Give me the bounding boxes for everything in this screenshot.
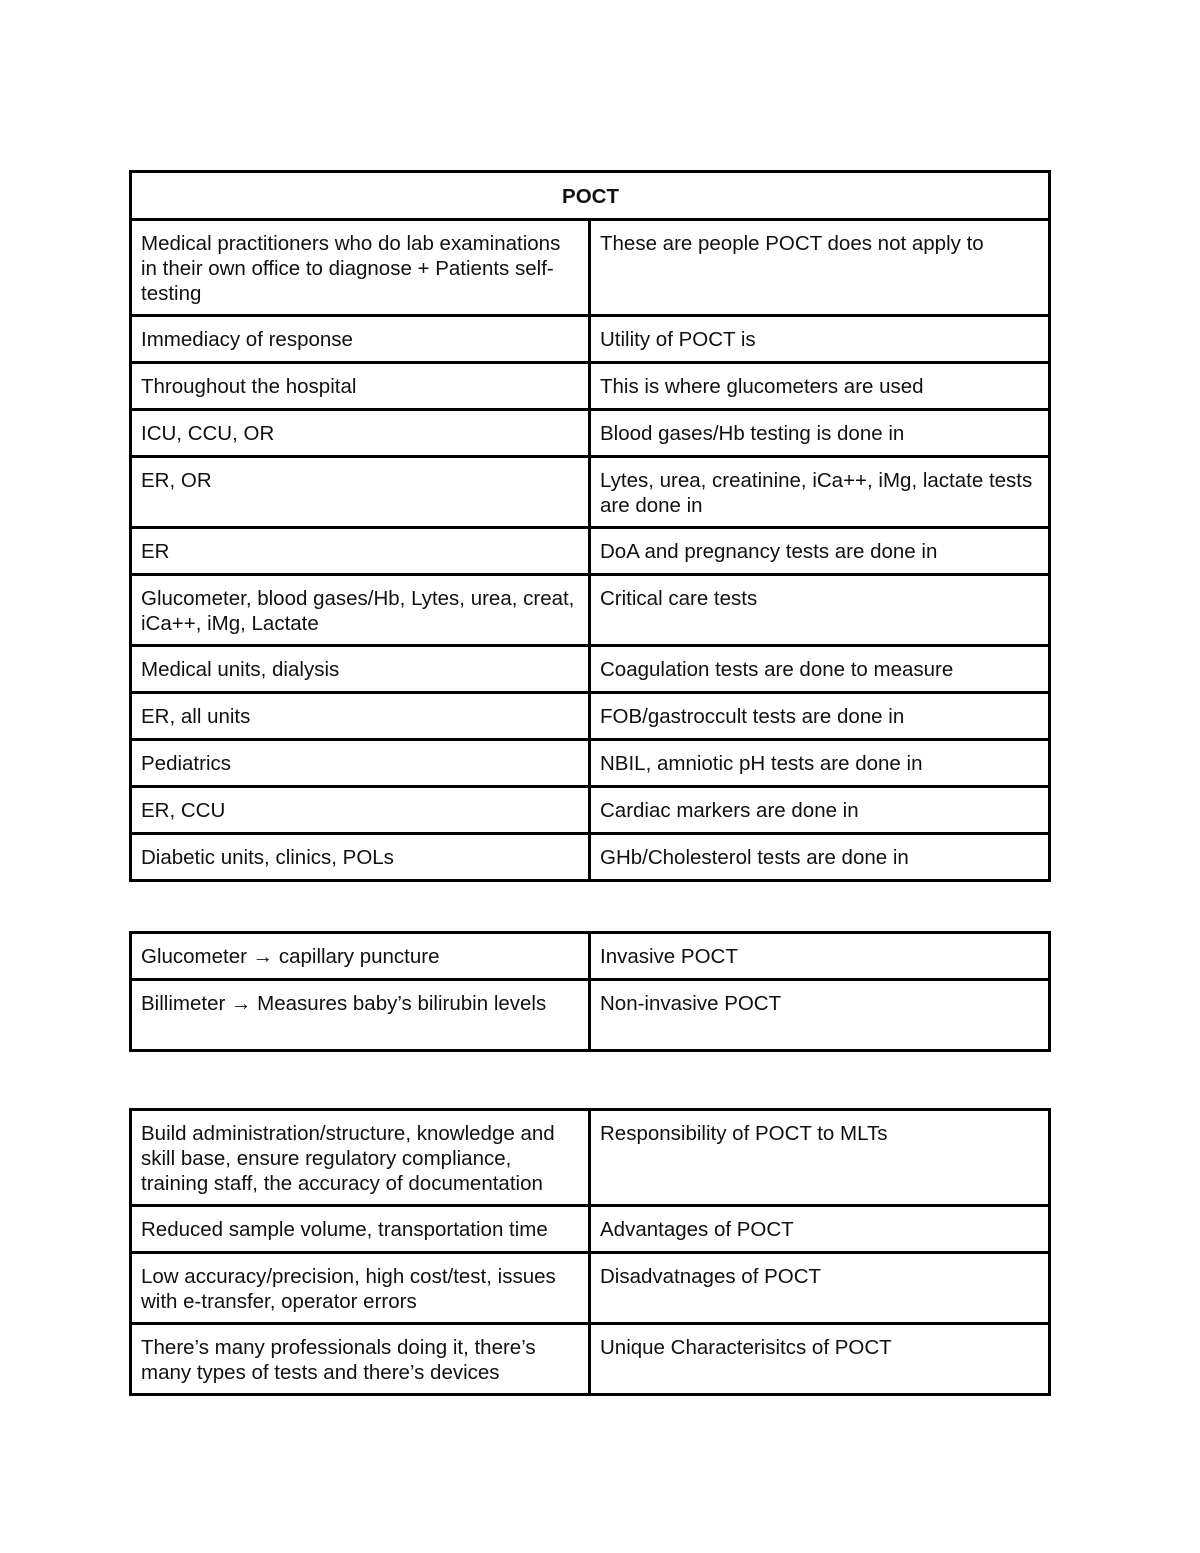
- term-cell: Medical units, dialysis: [131, 646, 590, 693]
- table-row: [131, 646, 1050, 693]
- definition-cell: NBIL, amniotic pH tests are done in: [590, 740, 1050, 787]
- term-cell: ER, CCU: [131, 787, 590, 834]
- definition-cell: DoA and pregnancy tests are done in: [590, 528, 1050, 575]
- definition-cell: Critical care tests: [590, 575, 1050, 646]
- term-cell: Medical practitioners who do lab examinations in their own office to diagnose + Patients self-testing: [131, 220, 590, 316]
- table-row: [131, 363, 1050, 410]
- definition-cell: Advantages of POCT: [590, 1206, 1050, 1253]
- term-cell: There’s many professionals doing it, there’s many types of tests and there’s devices: [131, 1324, 590, 1395]
- definition-cell: Invasive POCT: [590, 933, 1050, 980]
- table-row: [131, 787, 1050, 834]
- term-cell: ER, all units: [131, 693, 590, 740]
- poct-table: [129, 170, 1051, 882]
- term-cell: Low accuracy/precision, high cost/test, issues with e-transfer, operator errors: [131, 1253, 590, 1324]
- table-row: [131, 933, 1050, 980]
- table-row: [131, 457, 1050, 528]
- table-row: [131, 834, 1050, 881]
- table-row: [131, 528, 1050, 575]
- term-cell: Build administration/structure, knowledge and skill base, ensure regulatory compliance, training staff, the accuracy of documentation: [131, 1110, 590, 1206]
- definition-cell: Non-invasive POCT: [590, 980, 1050, 1051]
- table-row: [131, 220, 1050, 316]
- table-row: [131, 1206, 1050, 1253]
- invasiveness-table: [129, 931, 1051, 1052]
- table-row: [131, 575, 1050, 646]
- term-cell: Glucometer, blood gases/Hb, Lytes, urea, creat, iCa++, iMg, Lactate: [131, 575, 590, 646]
- table-row: [131, 1324, 1050, 1395]
- definition-cell: This is where glucometers are used: [590, 363, 1050, 410]
- term-cell: ER, OR: [131, 457, 590, 528]
- table-row: [131, 316, 1050, 363]
- table-row: [131, 1110, 1050, 1206]
- term-cell: Diabetic units, clinics, POLs: [131, 834, 590, 881]
- table-row: [131, 740, 1050, 787]
- term-cell: Reduced sample volume, transportation time: [131, 1206, 590, 1253]
- table-row: [131, 410, 1050, 457]
- definition-cell: Utility of POCT is: [590, 316, 1050, 363]
- definition-cell: Cardiac markers are done in: [590, 787, 1050, 834]
- table-row: [131, 980, 1050, 1051]
- table-row: [131, 693, 1050, 740]
- definition-cell: Coagulation tests are done to measure: [590, 646, 1050, 693]
- term-cell: Throughout the hospital: [131, 363, 590, 410]
- definition-cell: Disadvatnages of POCT: [590, 1253, 1050, 1324]
- table-header-row: [131, 172, 1050, 220]
- definition-cell: Blood gases/Hb testing is done in: [590, 410, 1050, 457]
- term-cell: Billimeter → Measures baby’s bilirubin levels: [131, 980, 590, 1051]
- term-cell: Immediacy of response: [131, 316, 590, 363]
- term-cell: ER: [131, 528, 590, 575]
- table-row: [131, 1253, 1050, 1324]
- definition-cell: Lytes, urea, creatinine, iCa++, iMg, lactate tests are done in: [590, 457, 1050, 528]
- characteristics-table: [129, 1108, 1051, 1396]
- term-cell: Pediatrics: [131, 740, 590, 787]
- definition-cell: GHb/Cholesterol tests are done in: [590, 834, 1050, 881]
- table-title: POCT: [131, 172, 1050, 220]
- definition-cell: These are people POCT does not apply to: [590, 220, 1050, 316]
- term-cell: Glucometer → capillary puncture: [131, 933, 590, 980]
- definition-cell: FOB/gastroccult tests are done in: [590, 693, 1050, 740]
- definition-cell: Unique Characterisitcs of POCT: [590, 1324, 1050, 1395]
- term-cell: ICU, CCU, OR: [131, 410, 590, 457]
- definition-cell: Responsibility of POCT to MLTs: [590, 1110, 1050, 1206]
